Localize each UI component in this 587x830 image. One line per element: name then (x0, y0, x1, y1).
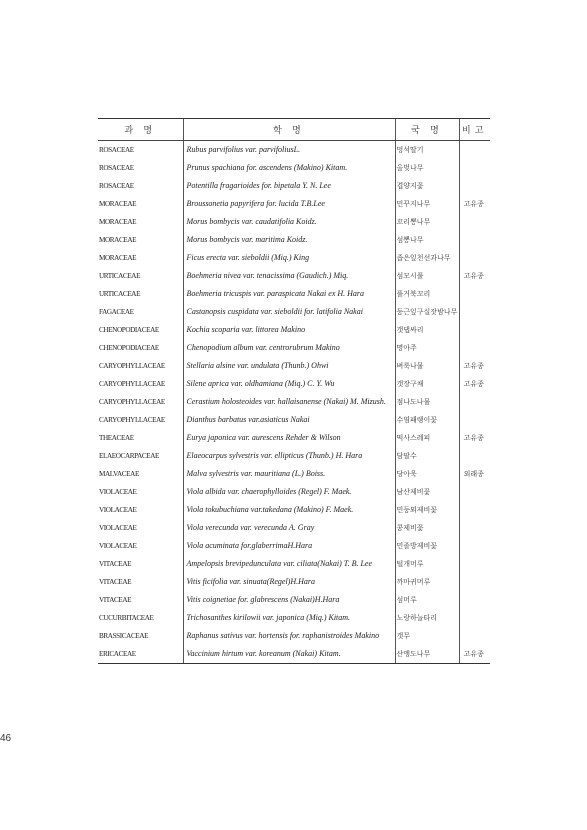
korean-name-cell: 섬머루 (395, 591, 459, 609)
remark-cell (459, 177, 490, 195)
scientific-name-cell: Kochia scoparia var. littorea Makino (183, 321, 395, 339)
header-remarks: 비고 (459, 119, 490, 141)
remark-cell (459, 285, 490, 303)
korean-name-cell: 담팔수 (395, 447, 459, 465)
family-cell: CHENOPODIACEAE (99, 326, 159, 334)
remark-cell (459, 537, 490, 555)
korean-name-cell: 콩제비꽃 (395, 519, 459, 537)
remark-cell (459, 609, 490, 627)
species-table (98, 118, 490, 664)
family-cell: MORACEAE (99, 236, 137, 244)
header-scientific-name: 학 명 (183, 119, 395, 141)
table-row (98, 357, 490, 375)
scientific-name-cell: Broussonetia papyrifera for. lucida T.B.Lee (183, 195, 395, 213)
family-cell: MORACEAE (99, 254, 137, 262)
family-cell: VIOLACEAE (99, 524, 137, 532)
korean-name-cell: 명아주 (395, 339, 459, 357)
table-row (98, 375, 490, 393)
scientific-name-cell: Silene aprica var. oldhamiana (Miq.) C. Y. Wu (183, 375, 395, 393)
korean-name-cell: 민졸방제비꽃 (395, 537, 459, 555)
family-cell: ROSACEAE (99, 146, 134, 154)
family-cell: URTICACEAE (99, 290, 141, 298)
family-cell: CHENOPODIACEAE (99, 344, 159, 352)
family-cell: CARYOPHYLLACEAE (99, 416, 165, 424)
remark-cell: 고유종 (459, 375, 490, 393)
remark-cell (459, 213, 490, 231)
korean-name-cell: 올벚나무 (395, 159, 459, 177)
remark-cell (459, 249, 490, 267)
korean-name-cell: 떡사스레피 (395, 429, 459, 447)
scientific-name-cell: Stellaria alsine var. undulata (Thunb.) Ohwi (183, 357, 395, 375)
scientific-name-cell: Eurya japonica var. aurescens Rehder & Wilson (183, 429, 395, 447)
korean-name-cell: 겹양지꽃 (395, 177, 459, 195)
table-row (98, 465, 490, 483)
family-cell: THEACEAE (99, 434, 134, 442)
family-cell: FAGACEAE (99, 308, 134, 316)
scientific-name-cell: Vaccinium hirtum var. koreanum (Nakai) Kitam. (183, 645, 395, 664)
family-cell: CARYOPHYLLACEAE (99, 380, 165, 388)
table-row (98, 141, 490, 160)
scientific-name-cell: Vitis coignetiae for. glabrescens (Nakai)H.Hara (183, 591, 395, 609)
korean-name-cell: 풀거북꼬리 (395, 285, 459, 303)
table-row (98, 231, 490, 249)
family-cell: ELAEOCARPACEAE (99, 452, 160, 460)
scientific-name-cell: Malva sylvestris var. mauritiana (L.) Boiss. (183, 465, 395, 483)
remark-cell (459, 159, 490, 177)
scientific-name-cell: Ampelopsis brevipedunculata var. ciliata(Nakai) T. B. Lee (183, 555, 395, 573)
table-row (98, 411, 490, 429)
scientific-name-cell: Potentilla fragarioides for. bipetala Y. N. Lee (183, 177, 395, 195)
remark-cell (459, 393, 490, 411)
scientific-name-cell: Vitis ficifolia var. sinuata(Regel)H.Hara (183, 573, 395, 591)
header-family: 과 명 (98, 119, 183, 141)
table-header-row (98, 119, 490, 141)
korean-name-cell: 까마귀머루 (395, 573, 459, 591)
scientific-name-cell: Chenopodium album var. centrorubrum Makino (183, 339, 395, 357)
family-cell: VITACEAE (99, 560, 132, 568)
remark-cell: 고유종 (459, 267, 490, 285)
remark-cell (459, 141, 490, 160)
table-row (98, 519, 490, 537)
family-cell: MALVACEAE (99, 470, 139, 478)
korean-name-cell: 좁은잎천선과나무 (395, 249, 459, 267)
family-cell: CARYOPHYLLACEAE (99, 362, 165, 370)
table-row (98, 645, 490, 664)
remark-cell (459, 321, 490, 339)
table-body (98, 141, 490, 664)
family-cell: ROSACEAE (99, 182, 134, 190)
table-row (98, 573, 490, 591)
scientific-name-cell: Ficus erecta var. sieboldii (Miq.) King (183, 249, 395, 267)
table-row (98, 483, 490, 501)
table-row (98, 501, 490, 519)
table-row (98, 609, 490, 627)
scientific-name-cell: Morus bombycis var. maritima Koidz. (183, 231, 395, 249)
remark-cell (459, 231, 490, 249)
scientific-name-cell: Viola albida var. chaerophylloides (Regel) F. Maek. (183, 483, 395, 501)
remark-cell: 고유종 (459, 195, 490, 213)
family-cell: VITACEAE (99, 596, 132, 604)
korean-name-cell: 털개머루 (395, 555, 459, 573)
table-row (98, 213, 490, 231)
korean-name-cell: 벼룩나물 (395, 357, 459, 375)
korean-name-cell: 수염패랭이꽃 (395, 411, 459, 429)
table-row (98, 339, 490, 357)
table-row (98, 177, 490, 195)
scientific-name-cell: Raphanus sativus var. hortensis for. raphanistroides Makino (183, 627, 395, 645)
table-row (98, 267, 490, 285)
table-row (98, 249, 490, 267)
page-number: 46 (0, 733, 12, 744)
korean-name-cell: 민둥뫼제비꽃 (395, 501, 459, 519)
family-cell: MORACEAE (99, 218, 137, 226)
korean-name-cell: 꼬리뽕나무 (395, 213, 459, 231)
family-cell: CUCURBITACEAE (99, 614, 154, 622)
scientific-name-cell: Viola acuminata for.glaberrimaH.Hara (183, 537, 395, 555)
scientific-name-cell: Dianthus barbatus var.asiaticus Nakai (183, 411, 395, 429)
korean-name-cell: 남산제비꽃 (395, 483, 459, 501)
remark-cell (459, 501, 490, 519)
remark-cell (459, 591, 490, 609)
family-cell: VIOLACEAE (99, 488, 137, 496)
table-row (98, 303, 490, 321)
family-cell: URTICACEAE (99, 272, 141, 280)
remark-cell: 외래종 (459, 465, 490, 483)
family-cell: CARYOPHYLLACEAE (99, 398, 165, 406)
family-cell: ERICACEAE (98, 645, 183, 664)
scientific-name-cell: Viola verecunda var. verecunda A. Gray (183, 519, 395, 537)
korean-name-cell: 갯무 (395, 627, 459, 645)
scientific-name-cell: Cerastium holosteoides var. hallaisanense (Nakai) M. Mizush. (183, 393, 395, 411)
remark-cell (459, 627, 490, 645)
korean-name-cell: 산앵도나무 (395, 645, 459, 664)
remark-cell (459, 573, 490, 591)
remark-cell (459, 303, 490, 321)
scientific-name-cell: Prunus spachiana for. ascendens (Makino) Kitam. (183, 159, 395, 177)
table-row (98, 195, 490, 213)
remark-cell (459, 555, 490, 573)
korean-name-cell: 점나도나물 (395, 393, 459, 411)
korean-name-cell: 갯장구채 (395, 375, 459, 393)
remark-cell: 고유종 (459, 357, 490, 375)
table-row (98, 627, 490, 645)
table-row (98, 159, 490, 177)
korean-name-cell: 당아욱 (395, 465, 459, 483)
table-row (98, 429, 490, 447)
table-row (98, 555, 490, 573)
remark-cell (459, 411, 490, 429)
family-cell: VIOLACEAE (99, 542, 137, 550)
family-cell: MORACEAE (99, 200, 137, 208)
scientific-name-cell: Boehmeria tricuspis var. paraspicata Nakai ex H. Hara (183, 285, 395, 303)
remark-cell (459, 483, 490, 501)
korean-name-cell: 둥근잎구실잣밤나무 (395, 303, 459, 321)
remark-cell: 고유종 (459, 429, 490, 447)
table-row (98, 393, 490, 411)
family-cell: VITACEAE (99, 578, 132, 586)
remark-cell: 고유종 (459, 645, 490, 664)
remark-cell (459, 519, 490, 537)
korean-name-cell: 민꾸지나무 (395, 195, 459, 213)
scientific-name-cell: Rubus parvifolius var. parvifoliusL. (183, 141, 395, 160)
remark-cell (459, 447, 490, 465)
header-korean-name: 국 명 (395, 119, 459, 141)
family-cell: BRASSICACEAE (99, 632, 149, 640)
scientific-name-cell: Elaeocarpus sylvestris var. ellipticus (Thunb.) H. Hara (183, 447, 395, 465)
family-cell: VIOLACEAE (99, 506, 137, 514)
table-row (98, 537, 490, 555)
korean-name-cell: 갯댑싸리 (395, 321, 459, 339)
scientific-name-cell: Boehmeria nivea var. tenacissima (Gaudich.) Miq. (183, 267, 395, 285)
table-row (98, 285, 490, 303)
korean-name-cell: 멍석딸기 (395, 141, 459, 160)
remark-cell (459, 339, 490, 357)
scientific-name-cell: Morus bombycis var. caudatifolia Koidz. (183, 213, 395, 231)
scientific-name-cell: Viola tokubuchiana var.takedana (Makino) F. Maek. (183, 501, 395, 519)
korean-name-cell: 섬뽕나무 (395, 231, 459, 249)
family-cell: ROSACEAE (99, 164, 134, 172)
korean-name-cell: 노랑하늘타리 (395, 609, 459, 627)
table-row (98, 447, 490, 465)
table-row (98, 591, 490, 609)
table-row (98, 321, 490, 339)
korean-name-cell: 섬모시풀 (395, 267, 459, 285)
scientific-name-cell: Castanopsis cuspidata var. sieboldii for. latifolia Nakai (183, 303, 395, 321)
scientific-name-cell: Trichosanthes kirilowii var. japonica (Miq.) Kitam. (183, 609, 395, 627)
